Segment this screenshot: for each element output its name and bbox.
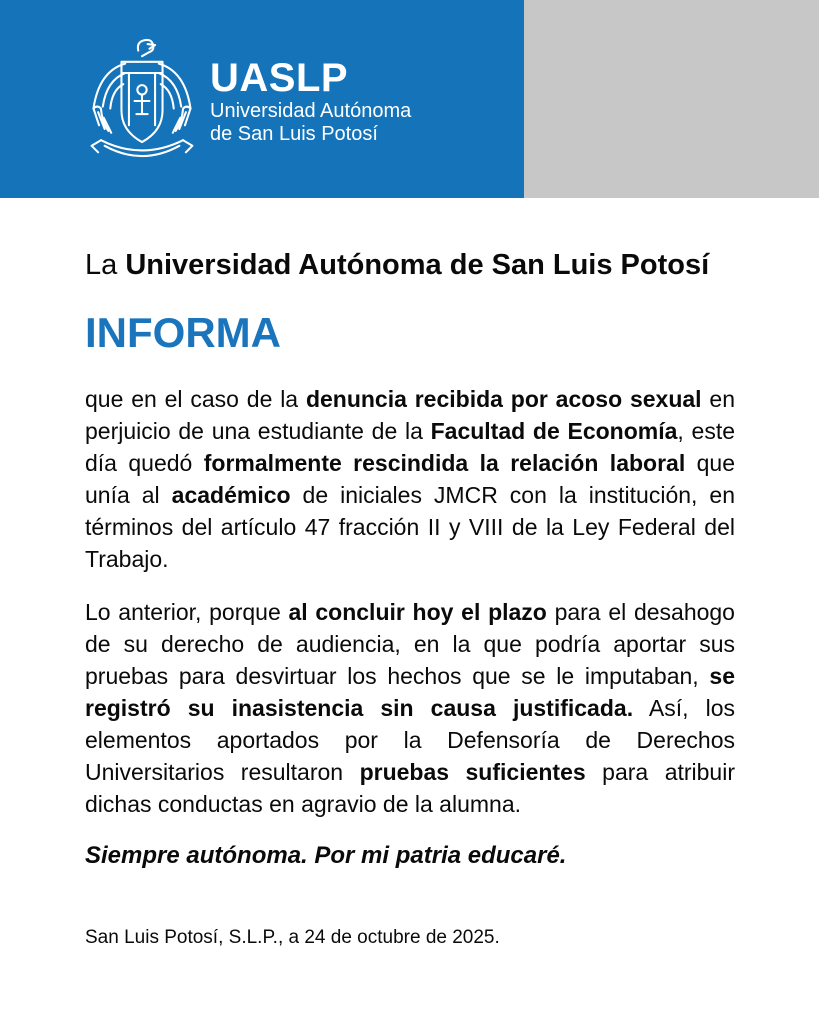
bold-text-run: Facultad de Economía (430, 418, 678, 444)
university-name-line1: Universidad Autónoma (210, 100, 412, 122)
header-gray-block (524, 0, 819, 198)
intro-line (85, 248, 735, 282)
bold-text-run: académico (171, 482, 291, 508)
text-run: para atribuir dichas conductas en agravio de la alumna. (85, 759, 735, 817)
bold-text-run: se registró su inasistencia sin causa justificada. (85, 663, 735, 721)
paragraph-2 (85, 596, 735, 820)
announcement-body (0, 198, 819, 950)
text-run: en perjuicio de una estudiante de la (85, 386, 735, 444)
text-run: que unía al (85, 450, 735, 508)
paragraph-1 (85, 383, 735, 575)
bold-text-run: formalmente rescindida la relación laboral (203, 450, 686, 476)
text-run: , este día quedó (85, 418, 735, 476)
text-run: Lo anterior, porque (85, 599, 289, 625)
text-run: Así, los elementos aportados por la Defensoría de Derechos Universitarios resultaron (85, 695, 735, 785)
bold-text-run: Universidad Autónoma de San Luis Potosí (125, 249, 710, 281)
header-blue-block (0, 0, 524, 198)
text-run: para el desahogo de su derecho de audiencia, en la que podría aportar sus pruebas para desvirtuar los hechos que se le imputaban, (85, 599, 735, 689)
headline-informa: INFORMA (85, 309, 281, 356)
bold-text-run: pruebas suficientes (359, 759, 586, 785)
uaslp-crest-icon (86, 33, 198, 169)
bold-text-run: denuncia recibida por acoso sexual (305, 386, 702, 412)
uaslp-acronym: UASLP (210, 56, 349, 100)
text-run: La (85, 249, 126, 281)
university-name-line2: de San Luis Potosí (210, 123, 378, 145)
text-run: que en el caso de la (85, 386, 306, 412)
uaslp-wordmark (210, 56, 411, 198)
dateline: San Luis Potosí, S.L.P., a 24 de octubre de 2025. (85, 927, 500, 948)
text-run: de iniciales JMCR con la institución, en términos del artículo 47 fracción II y VIII de la Ley Federal del Trabajo. (85, 482, 735, 572)
header-band (0, 0, 819, 198)
motto-line: Siempre autónoma. Por mi patria educaré. (85, 842, 567, 869)
bold-text-run: al concluir hoy el plazo (288, 599, 547, 625)
